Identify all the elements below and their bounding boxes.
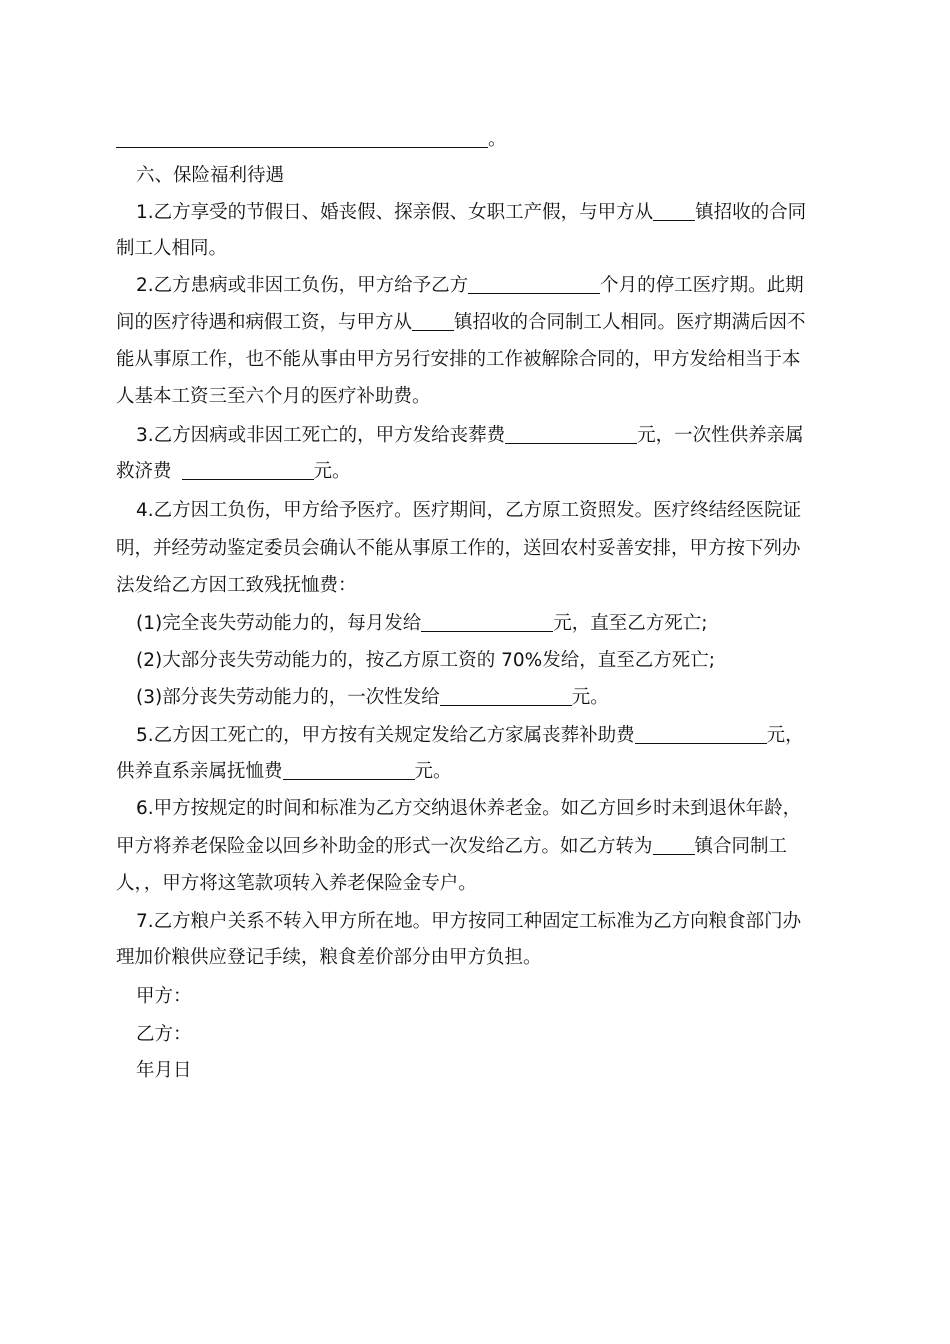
section-heading: 六、保险福利待遇	[136, 165, 285, 186]
sub-item-2: (2)大部分丧失劳动能力的，按乙方原工资的 70%发给，直至乙方死亡;	[136, 650, 715, 671]
fill-blank	[653, 202, 695, 221]
clause-7-line-2: 理加价粮供应登记手续，粮食差价部分由甲方负担。	[116, 947, 542, 968]
clause-5-line-2: 供养直系亲属抚恤费 元。	[116, 761, 452, 782]
fill-blank	[182, 461, 314, 480]
sub-item-3: (3)部分丧失劳动能力的，一次性发给 元。	[136, 687, 609, 708]
fill-blank	[468, 275, 600, 294]
fill-blank	[412, 312, 454, 331]
signature-party-a: 甲方：	[136, 986, 192, 1007]
clause-1-line-2: 制工人相同。	[116, 238, 228, 259]
fill-blank	[283, 761, 415, 780]
clause-3-line-1: 3.乙方因病或非因工死亡的，甲方发给丧葬费 元，一次性供养亲属	[136, 425, 804, 446]
signature-date: 年月日	[136, 1060, 192, 1081]
clause-3-line-2: 救济费 元。	[116, 461, 351, 482]
signature-party-b: 乙方：	[136, 1024, 192, 1045]
continuation-line: 。	[116, 128, 838, 152]
clause-2-line-1: 2.乙方患病或非因工负伤，甲方给予乙方 个月的停工医疗期。此期	[136, 275, 804, 296]
clause-6-line-2: 甲方将养老保险金以回乡补助金的形式一次发给乙方。如乙方转为 镇合同制工	[116, 836, 788, 857]
clause-4-line-3: 法发给乙方因工致残抚恤费：	[116, 575, 357, 596]
clause-6-line-3: 人，，甲方将这笔款项转入养老保险金专户。	[116, 873, 477, 894]
fill-blank	[116, 129, 488, 148]
clause-7-line-1: 7.乙方粮户关系不转入甲方所在地。甲方按同工种固定工标准为乙方向粮食部门办	[136, 911, 802, 932]
clause-4-line-2: 明，并经劳动鉴定委员会确认不能从事原工作的，送回农村妥善安排，甲方按下列办	[116, 538, 801, 559]
fill-blank	[421, 613, 553, 632]
sub-item-1: (1)完全丧失劳动能力的，每月发给 元，直至乙方死亡;	[136, 613, 708, 634]
clause-4-line-1: 4.乙方因工负伤，甲方给予医疗。医疗期间，乙方原工资照发。医疗终结经医院证	[136, 500, 802, 521]
fill-blank	[505, 425, 637, 444]
clause-5-line-1: 5.乙方因工死亡的，甲方按有关规定发给乙方家属丧葬补助费 元，	[136, 725, 804, 746]
fill-blank	[635, 725, 767, 744]
fill-blank	[440, 687, 572, 706]
clause-2-line-3: 能从事原工作，也不能从事由甲方另行安排的工作被解除合同的，甲方发给相当于本	[116, 349, 801, 370]
fill-blank	[653, 836, 695, 855]
clause-1-line-1: 1.乙方享受的节假日、婚丧假、探亲假、女职工产假，与甲方从 镇招收的合同	[136, 202, 807, 223]
clause-6-line-1: 6.甲方按规定的时间和标准为乙方交纳退休养老金。如乙方回乡时未到退休年龄，	[136, 798, 802, 819]
clause-2-line-4: 人基本工资三至六个月的医疗补助费。	[116, 386, 431, 407]
clause-2-line-2: 间的医疗待遇和病假工资，与甲方从 镇招收的合同制工人相同。医疗期满后因不	[116, 312, 806, 333]
